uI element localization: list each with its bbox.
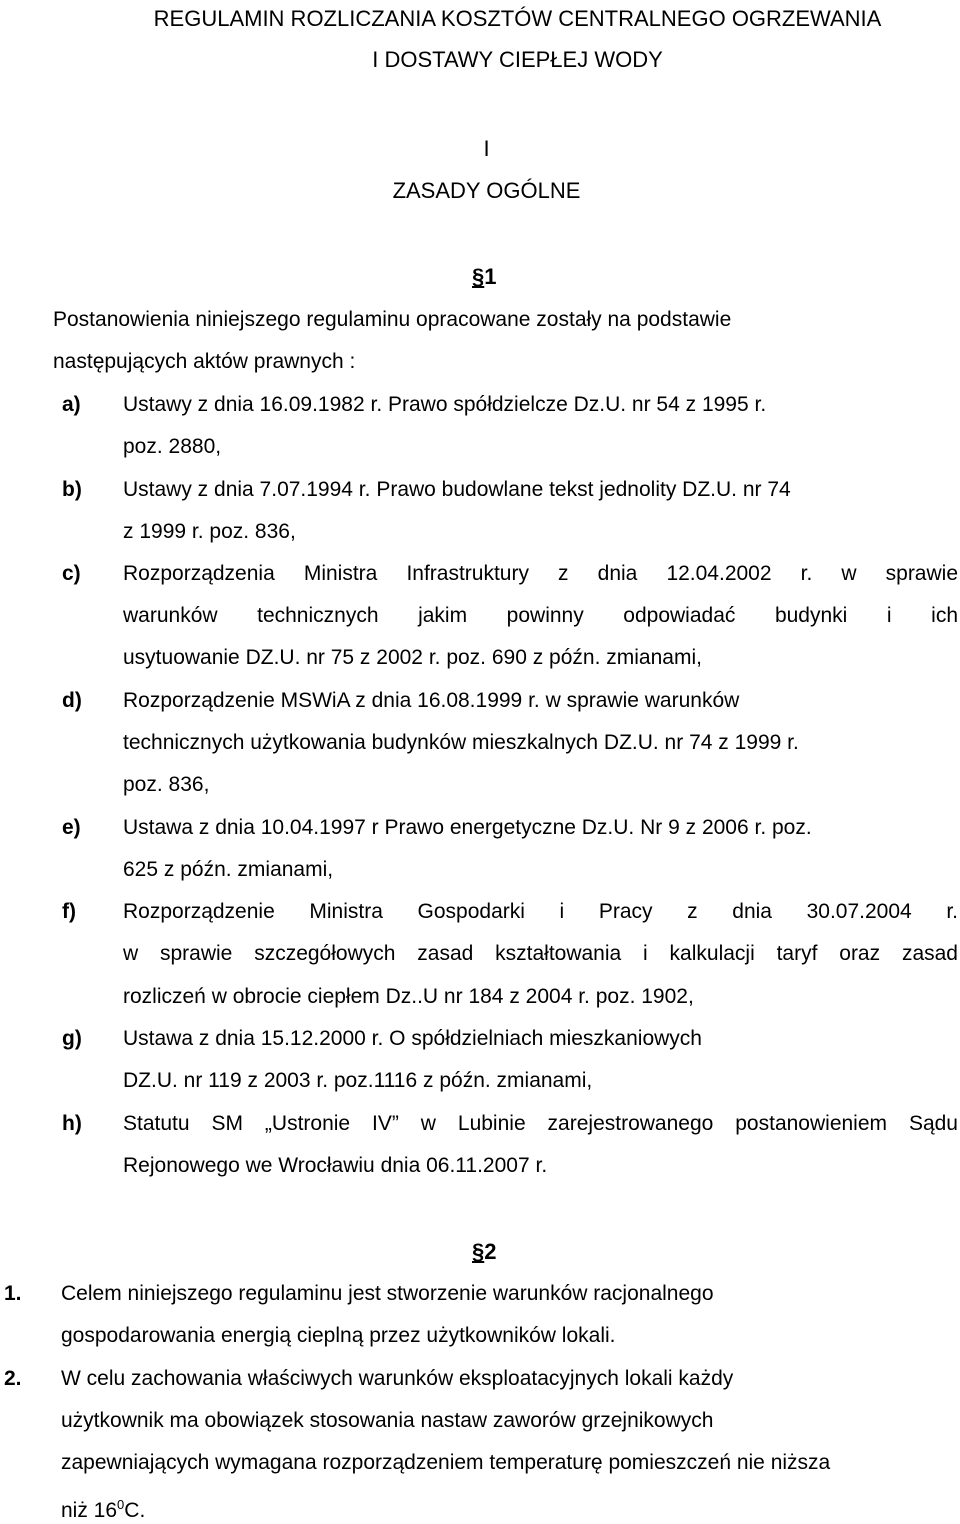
item-a-line2: poz. 2880,: [123, 435, 222, 458]
degree-superscript: 0: [117, 1497, 125, 1512]
section-1-intro-line2: następujących aktów prawnych :: [53, 350, 356, 373]
chapter-numeral: I: [483, 136, 490, 161]
item-d-line1: Rozporządzenie MSWiA z dnia 16.08.1999 r. w sprawie warunków: [123, 689, 740, 712]
point-label-2: 2.: [4, 1367, 22, 1390]
item-c-line3: usytuowanie DZ.U. nr 75 z 2002 r. poz. 690 z późn. zmianami,: [123, 646, 702, 669]
item-label-a: a): [62, 393, 81, 416]
item-c-line1: Rozporządzenia Ministra Infrastruktury z dnia 12.04.2002 r. w sprawie: [123, 562, 958, 585]
item-e-line2: 625 z późn. zmianami,: [123, 858, 334, 881]
temperature-unit: C.: [124, 1499, 146, 1522]
item-g-line2: DZ.U. nr 119 z 2003 r. poz.1116 z późn. zmianami,: [123, 1069, 593, 1092]
item-label-b: b): [62, 478, 82, 501]
item-label-c: c): [62, 562, 81, 585]
item-label-e: e): [62, 816, 81, 839]
item-c-line2: warunków technicznych jakim powinny odpowiadać budynki i ich: [123, 604, 958, 627]
section-1-heading: [472, 264, 497, 290]
item-d-line2: technicznych użytkowania budynków mieszkalnych DZ.U. nr 74 z 1999 r.: [123, 731, 799, 754]
paragraph-sign: §: [472, 264, 485, 289]
item-f-line2: w sprawie szczegółowych zasad kształtowania i kalkulacji taryf oraz zasad: [123, 942, 958, 965]
temperature-text: niż 16: [61, 1499, 118, 1522]
item-b-line1: Ustawy z dnia 7.07.1994 r. Prawo budowlane tekst jednolity DZ.U. nr 74: [123, 478, 791, 501]
item-f-line1: Rozporządzenie Ministra Gospodarki i Pracy z dnia 30.07.2004 r.: [123, 900, 958, 923]
section-number: 1: [484, 264, 497, 289]
section-number: 2: [484, 1239, 497, 1264]
point-1-line2: gospodarowania energią cieplną przez użytkowników lokali.: [61, 1324, 616, 1347]
section-2-heading: [472, 1239, 497, 1265]
item-label-h: h): [62, 1112, 82, 1135]
point-1-line1: Celem niniejszego regulaminu jest stworzenie warunków racjonalnego: [61, 1282, 714, 1305]
document-title-line2: I DOSTAWY CIEPŁEJ WODY: [372, 47, 663, 72]
item-e-line1: Ustawa z dnia 10.04.1997 r Prawo energetyczne Dz.U. Nr 9 z 2006 r. poz.: [123, 816, 812, 839]
item-f-line3: rozliczeń w obrocie ciepłem Dz..U nr 184 z 2004 r. poz. 1902,: [123, 985, 694, 1008]
point-2-line4: [61, 1492, 145, 1524]
document-title-line1: REGULAMIN ROZLICZANIA KOSZTÓW CENTRALNEGO OGRZEWANIA: [153, 6, 882, 31]
item-h-line1: Statutu SM „Ustronie IV” w Lubinie zarejestrowanego postanowieniem Sądu: [123, 1112, 958, 1135]
item-label-d: d): [62, 689, 82, 712]
item-g-line1: Ustawa z dnia 15.12.2000 r. O spółdzielniach mieszkaniowych: [123, 1027, 702, 1050]
point-2-line2: użytkownik ma obowiązek stosowania nastaw zaworów grzejnikowych: [61, 1409, 714, 1432]
item-b-line2: z 1999 r. poz. 836,: [123, 520, 296, 543]
item-a-line1: Ustawy z dnia 16.09.1982 r. Prawo spółdzielcze Dz.U. nr 54 z 1995 r.: [123, 393, 767, 416]
chapter-heading: ZASADY OGÓLNE: [392, 178, 581, 203]
section-1-intro-line1: Postanowienia niniejszego regulaminu opracowane zostały na podstawie: [53, 308, 732, 331]
point-label-1: 1.: [4, 1282, 22, 1305]
item-h-line2: Rejonowego we Wrocławiu dnia 06.11.2007 r.: [123, 1154, 548, 1177]
point-2-line3: zapewniających wymagana rozporządzeniem temperaturę pomieszczeń nie niższa: [61, 1451, 831, 1474]
item-label-g: g): [62, 1027, 82, 1050]
point-2-line1: W celu zachowania właściwych warunków eksploatacyjnych lokali każdy: [61, 1367, 734, 1390]
item-label-f: f): [62, 900, 76, 923]
paragraph-sign: §: [472, 1239, 485, 1264]
item-d-line3: poz. 836,: [123, 773, 210, 796]
